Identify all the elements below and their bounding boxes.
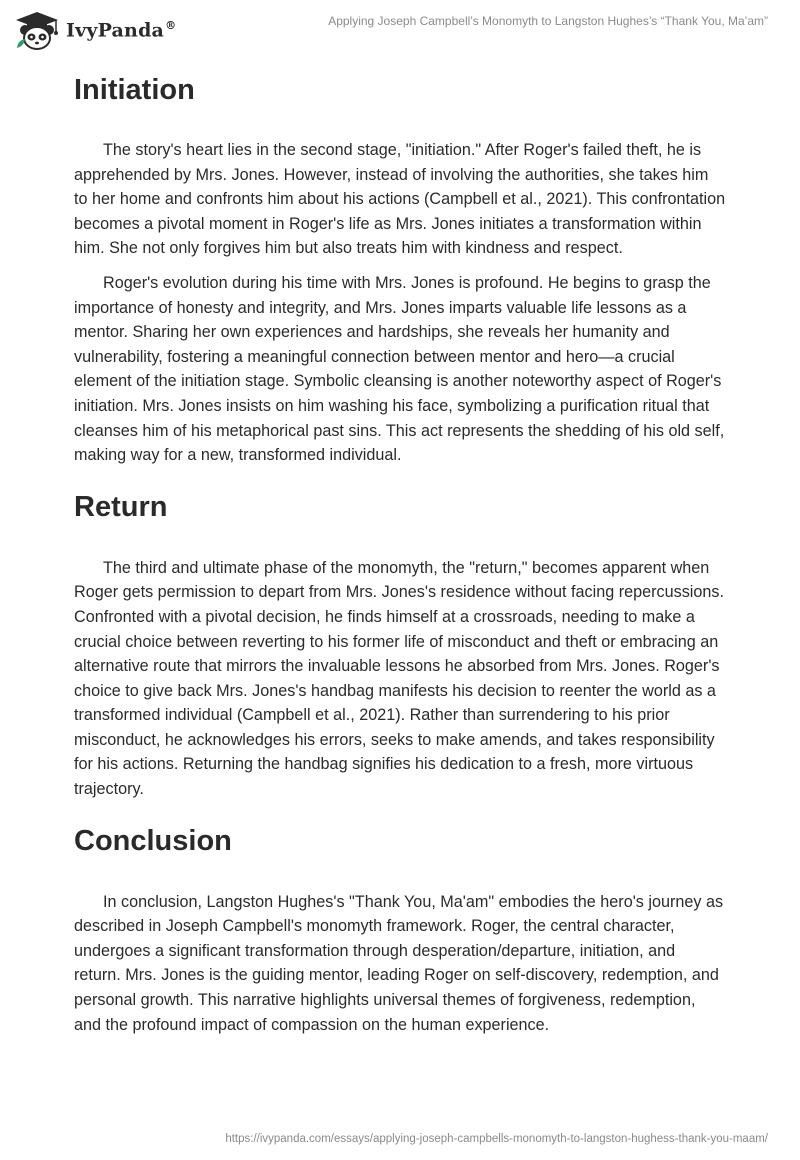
paragraph: The third and ultimate phase of the monomyth, the "return," becomes apparent when Roger gets permission to depart from Mrs. Jones's residence without facing repercussions. Confronted with a pivotal decision, he finds himself at a crossroads, needing to make a crucial choice between reverting to his former life of misconduct and theft or embracing an alternative route that mirrors the invaluable lessons he absorbed from Mrs. Jones. Roger's choice to give back Mrs. Jones's handbag manifests his decision to reenter the world as a transformed individual (Campbell et al., 2021). Rather than surrendering to his prior misconduct, he acknowledges his errors, seeks to make amends, and takes responsibility for his actions. Returning the handbag signifies his dedication to a fresh, more virtuous trajectory.	[74, 558, 724, 799]
section-heading-initiation: Initiation	[74, 74, 195, 106]
document-title: Applying Joseph Campbell’s Monomyth to Langston Hughes’s “Thank You, Ma’am”	[328, 14, 768, 28]
paragraph: Roger's evolution during his time with Mrs. Jones is profound. He begins to grasp the importance of honesty and integrity, and Mrs. Jones imparts valuable life lessons as a mentor. Sharing her own experiences and hardships, she reveals her humanity and vulnerability, fostering a meaningful connection between mentor and hero—a crucial element of the initiation stage. Symbolic cleansing is another noteworthy aspect of Roger's initiation. Mrs. Jones insists on him washing his face, symbolizing a purification ritual that cleanses him of his metaphorical past sins. This act represents the shedding of his old self, making way for a new, transformed individual.	[74, 273, 725, 465]
paragraph: In conclusion, Langston Hughes's "Thank You, Ma'am" embodies the hero's journey as described in Joseph Campbell's monomyth framework. Roger, the central character, undergoes a significant transformation through desperation/departure, initiation, and return. Mrs. Jones is the guiding mentor, leading Roger on self-discovery, redemption, and personal growth. This narrative highlights universal themes of forgiveness, redemption, and the profound impact of compassion on the human experience.	[74, 892, 724, 1034]
section-heading-conclusion: Conclusion	[74, 824, 232, 857]
paragraph: The story's heart lies in the second stage, "initiation." After Roger's failed theft, he is apprehended by Mrs. Jones. However, instead of involving the authorities, she takes him to her home and confronts him about his actions (Campbell et al., 2021). This confrontation becomes a pivotal moment in Roger's life as Mrs. Jones initiates a transformation within him. She not only forgives him but also treats him with kindness and respect.	[74, 141, 726, 258]
source-url-link[interactable]: https://ivypanda.com/essays/applying-joseph-campbells-monomyth-to-langston-hughess-thank-you-maam/	[225, 1133, 768, 1145]
panda-graduate-icon	[14, 10, 60, 50]
ivypanda-logo[interactable]	[14, 8, 176, 52]
essay-body	[74, 70, 726, 1037]
page-header	[0, 0, 800, 60]
logo-text: IvyPanda®	[66, 18, 177, 42]
section-heading-return: Return	[74, 490, 168, 523]
